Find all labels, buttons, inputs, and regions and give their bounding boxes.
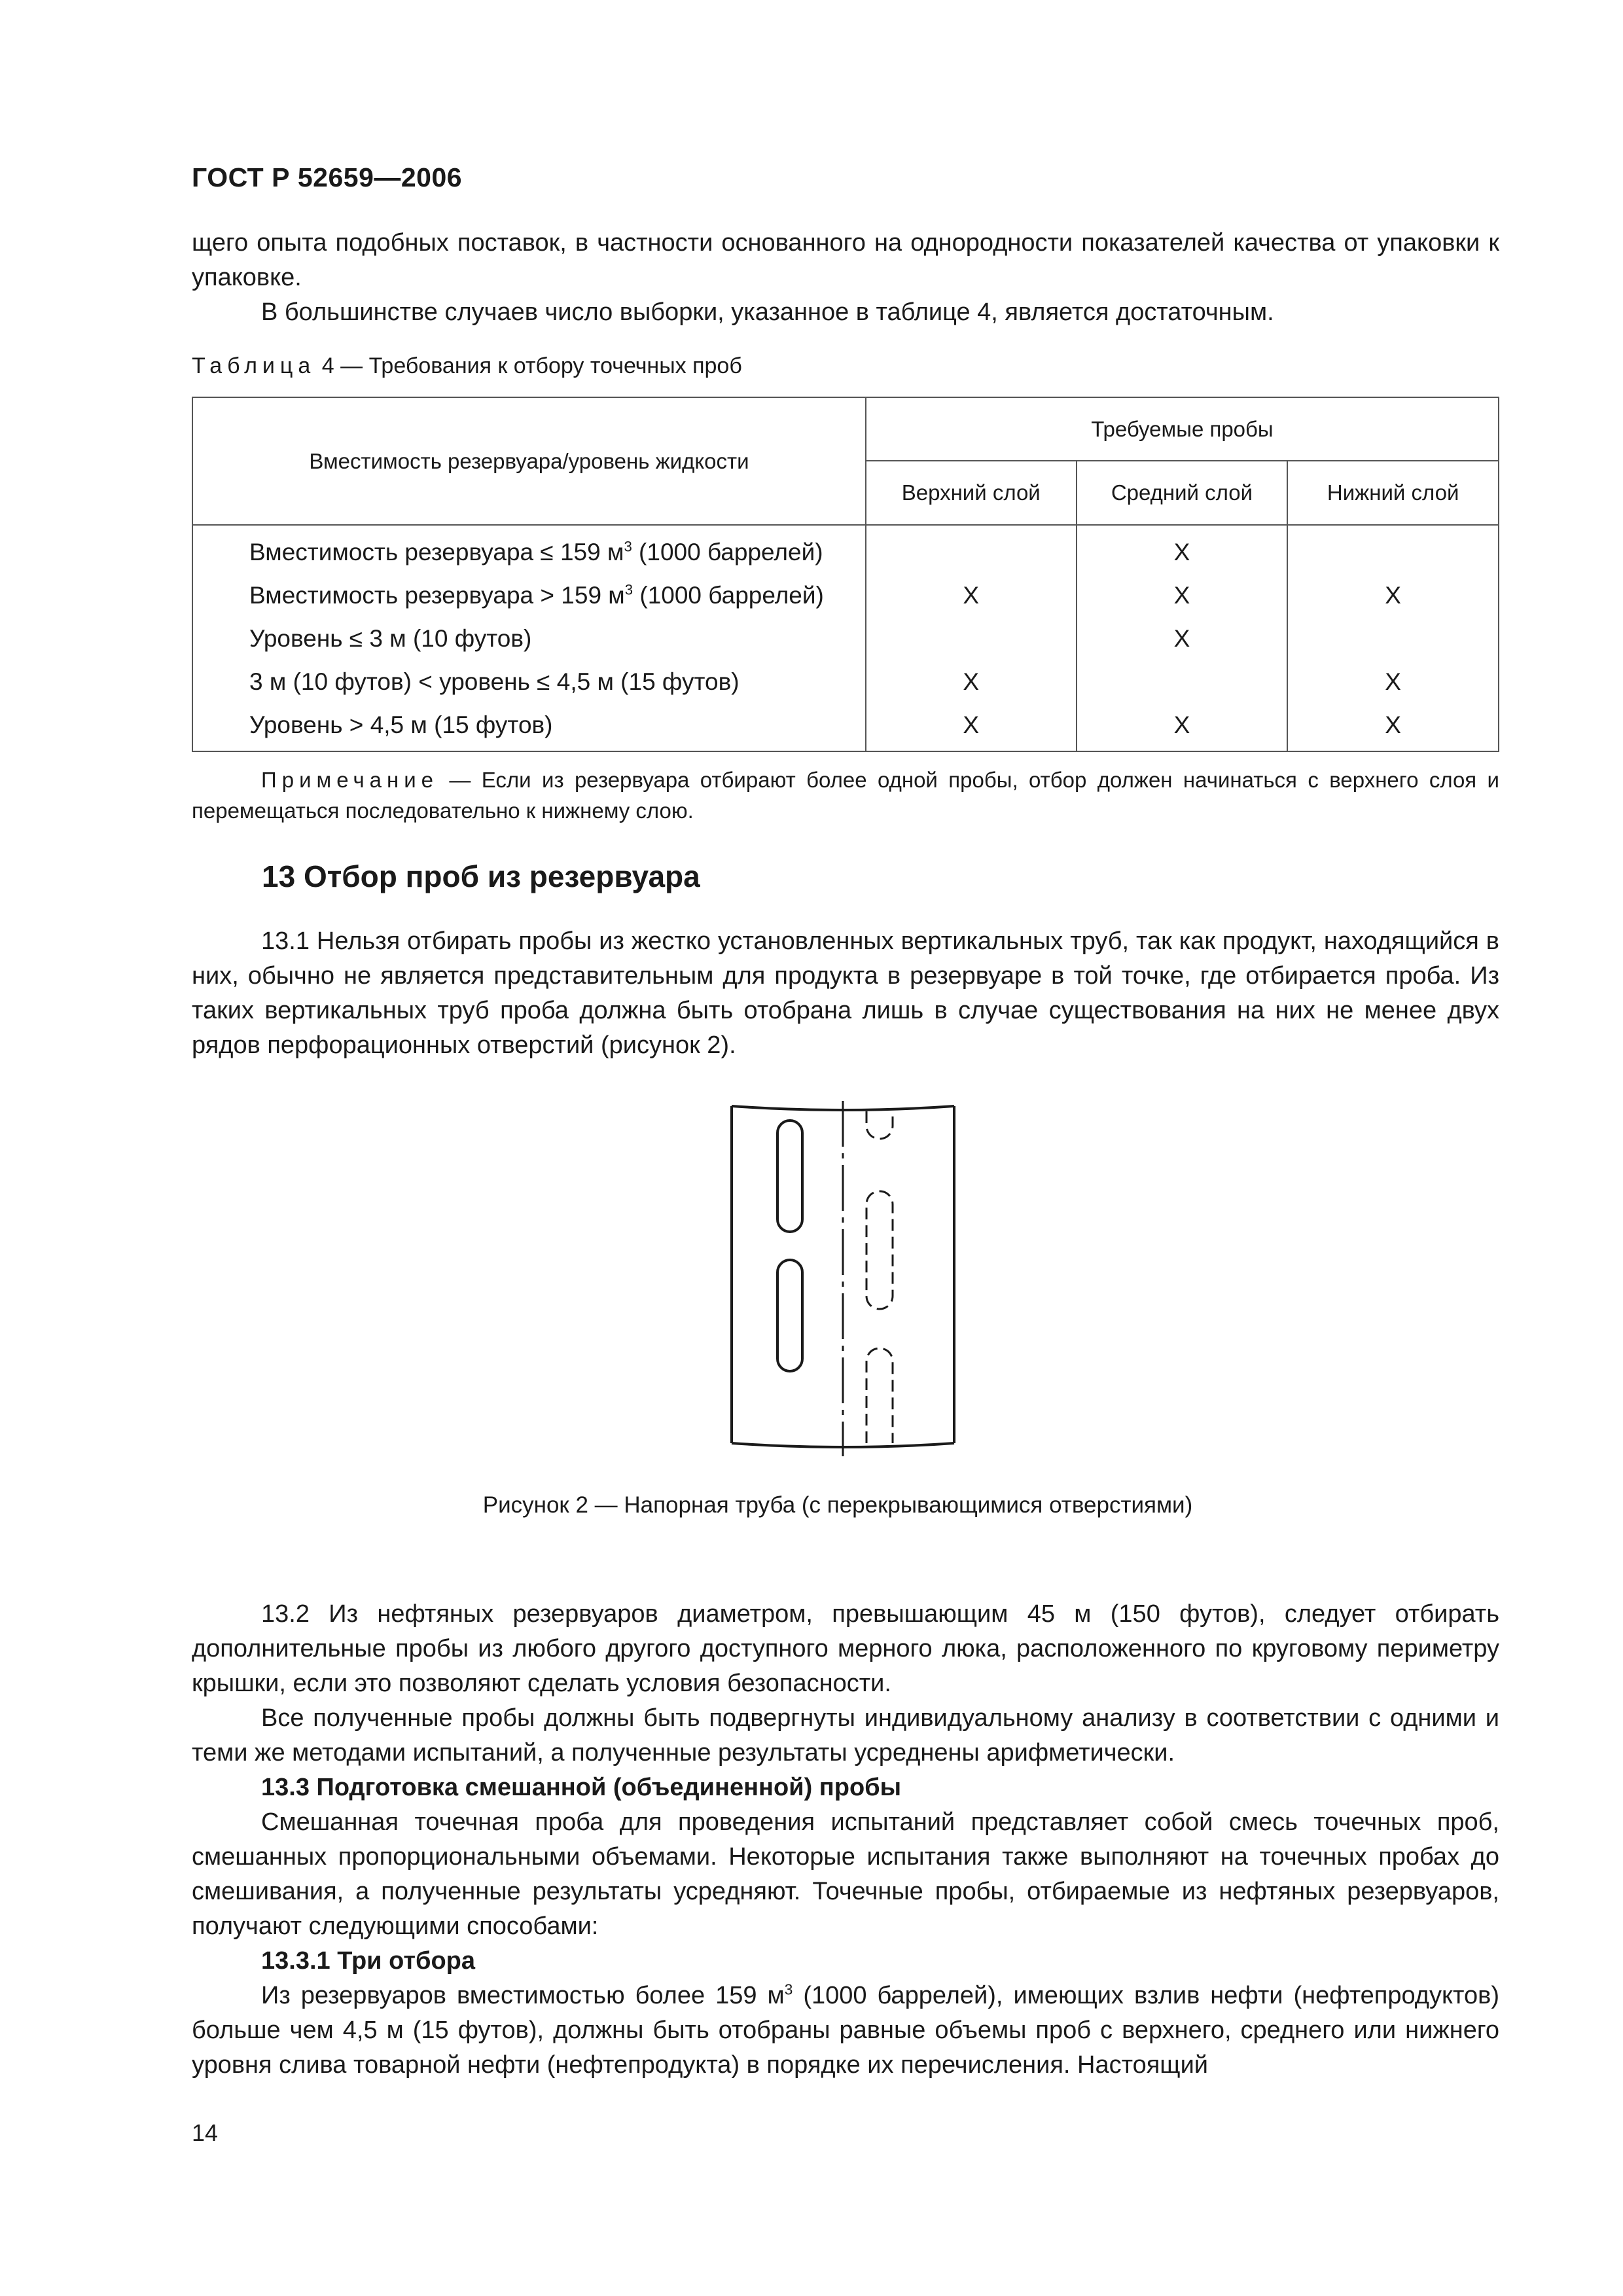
cell-top: X bbox=[866, 574, 1077, 617]
table-row bbox=[192, 704, 1499, 751]
cell-bottom bbox=[1287, 617, 1499, 660]
row-label: Уровень > 4,5 м (15 футов) bbox=[192, 704, 866, 751]
paragraph-13-2b: Все полученные пробы должны быть подвергнуты индивидуальному анализу в соответствии с одними и теми же методами испытаний, а полученные результаты усреднены арифметически. bbox=[192, 1704, 1499, 1767]
paragraph-13-2: 13.2 Из нефтяных резервуаров диаметром, превышающим 45 м (150 футов), следует отбирать дополнительные пробы из любого другого доступного мерного люка, расположенного по круговому периметру крышки, если это позволяют сделать условия безопасности. bbox=[192, 1600, 1499, 1697]
header-required-samples: Требуемые пробы bbox=[866, 397, 1499, 461]
heading-13-3: 13.3 Подготовка смешанной (объединенной) пробы bbox=[261, 1774, 902, 1801]
cell-top: X bbox=[866, 660, 1077, 704]
table-4 bbox=[192, 397, 1499, 752]
table-row bbox=[192, 660, 1499, 704]
table-note bbox=[192, 764, 1499, 826]
cell-bottom: X bbox=[1287, 660, 1499, 704]
header-top-layer: Верхний слой bbox=[866, 461, 1077, 525]
cell-top bbox=[866, 617, 1077, 660]
section-13-body bbox=[192, 1597, 1499, 2083]
paragraph-13-3: Смешанная точечная проба для проведения испытаний представляет собой смесь точечных проб, смешанных пропорциональными объемами. Некоторые испытания также выполняют на точечных пробах до смешивания, а полученные результаты усредняют. Точечные пробы, отбираемые из нефтяных резервуаров, получают следующими способами: bbox=[192, 1808, 1499, 1940]
paragraph-13-3-1: Из резервуаров вместимостью более 159 $м^3$ (1000 баррелей), имеющих взлив нефти (нефтепродуктов) больше чем 4,5 м (15 футов), должны быть отобраны равные объемы проб с верхнего, среднего или нижнего уровня слива товарной нефти (нефтепродукта) в порядке их перечисления. Настоящий bbox=[192, 1981, 1499, 2079]
cell-bottom bbox=[1287, 525, 1499, 574]
row-label: Уровень ≤ 3 м (10 футов) bbox=[192, 617, 866, 660]
cell-middle: X bbox=[1077, 525, 1288, 574]
cell-middle: X bbox=[1077, 617, 1288, 660]
header-middle-layer: Средний слой bbox=[1077, 461, 1288, 525]
header-bottom-layer: Нижний слой bbox=[1287, 461, 1499, 525]
note-text: — Если из резервуара отбирают более одной пробы, отбор должен начинаться с верхнего слоя и перемещаться последовательно к нижнему слою. bbox=[192, 768, 1499, 823]
intro-text bbox=[192, 226, 1499, 330]
hidden-slot-top bbox=[866, 1111, 893, 1139]
front-slot-lower bbox=[777, 1260, 802, 1371]
pipe-figure bbox=[713, 1086, 975, 1466]
header-capacity-level: Вместимость резервуара/уровень жидкости bbox=[192, 397, 866, 525]
note-label: Примечание bbox=[261, 768, 439, 792]
row-label: 3 м (10 футов) < уровень ≤ 4,5 м (15 футов) bbox=[192, 660, 866, 704]
front-slot-upper bbox=[777, 1121, 802, 1232]
hidden-slot-bottom bbox=[866, 1348, 893, 1443]
table-row bbox=[192, 574, 1499, 617]
cell-top: X bbox=[866, 704, 1077, 751]
cell-top bbox=[866, 525, 1077, 574]
cell-middle bbox=[1077, 660, 1288, 704]
document-header: ГОСТ Р 52659—2006 bbox=[192, 162, 463, 192]
page-number: 14 bbox=[192, 2119, 219, 2146]
section-title: 13 Отбор проб из резервуара bbox=[262, 859, 700, 893]
figure-caption: Рисунок 2 — Напорная труба (с перекрывающимися отверстиями) bbox=[482, 1492, 1193, 1518]
cell-middle: X bbox=[1077, 574, 1288, 617]
heading-13-3-1: 13.3.1 Три отбора bbox=[261, 1947, 476, 1975]
table-row bbox=[192, 617, 1499, 660]
row-label: Вместимость резервуара ≤ 159 $м^3$ (1000 баррелей) bbox=[192, 525, 866, 574]
table-caption-text: 4 — Требования к отбору точечных проб bbox=[321, 353, 742, 378]
cell-middle: X bbox=[1077, 704, 1288, 751]
cell-bottom: X bbox=[1287, 704, 1499, 751]
intro-paragraph-1: щего опыта подобных поставок, в частности основанного на однородности показателей качества от упаковки к упаковке. bbox=[192, 229, 1499, 291]
intro-paragraph-2: В большинстве случаев число выборки, указанное в таблице 4, является достаточным. bbox=[261, 298, 1274, 326]
cell-bottom: X bbox=[1287, 574, 1499, 617]
hidden-slot-middle bbox=[866, 1191, 893, 1309]
paragraph-13-1: 13.1 Нельзя отбирать пробы из жестко установленных вертикальных труб, так как продукт, находящийся в них, обычно не является представительным для продукта в резервуаре в той точке, где отбирается проба. Из таких вертикальных труб проба должна быть отобрана лишь в случае существования на них не менее двух рядов перфорационных отверстий (рисунок 2). bbox=[192, 927, 1499, 1059]
table-row bbox=[192, 525, 1499, 574]
table-caption bbox=[192, 353, 742, 379]
row-label: Вместимость резервуара > 159 $м^3$ (1000 баррелей) bbox=[192, 574, 866, 617]
table-caption-label: Таблица bbox=[192, 353, 316, 378]
